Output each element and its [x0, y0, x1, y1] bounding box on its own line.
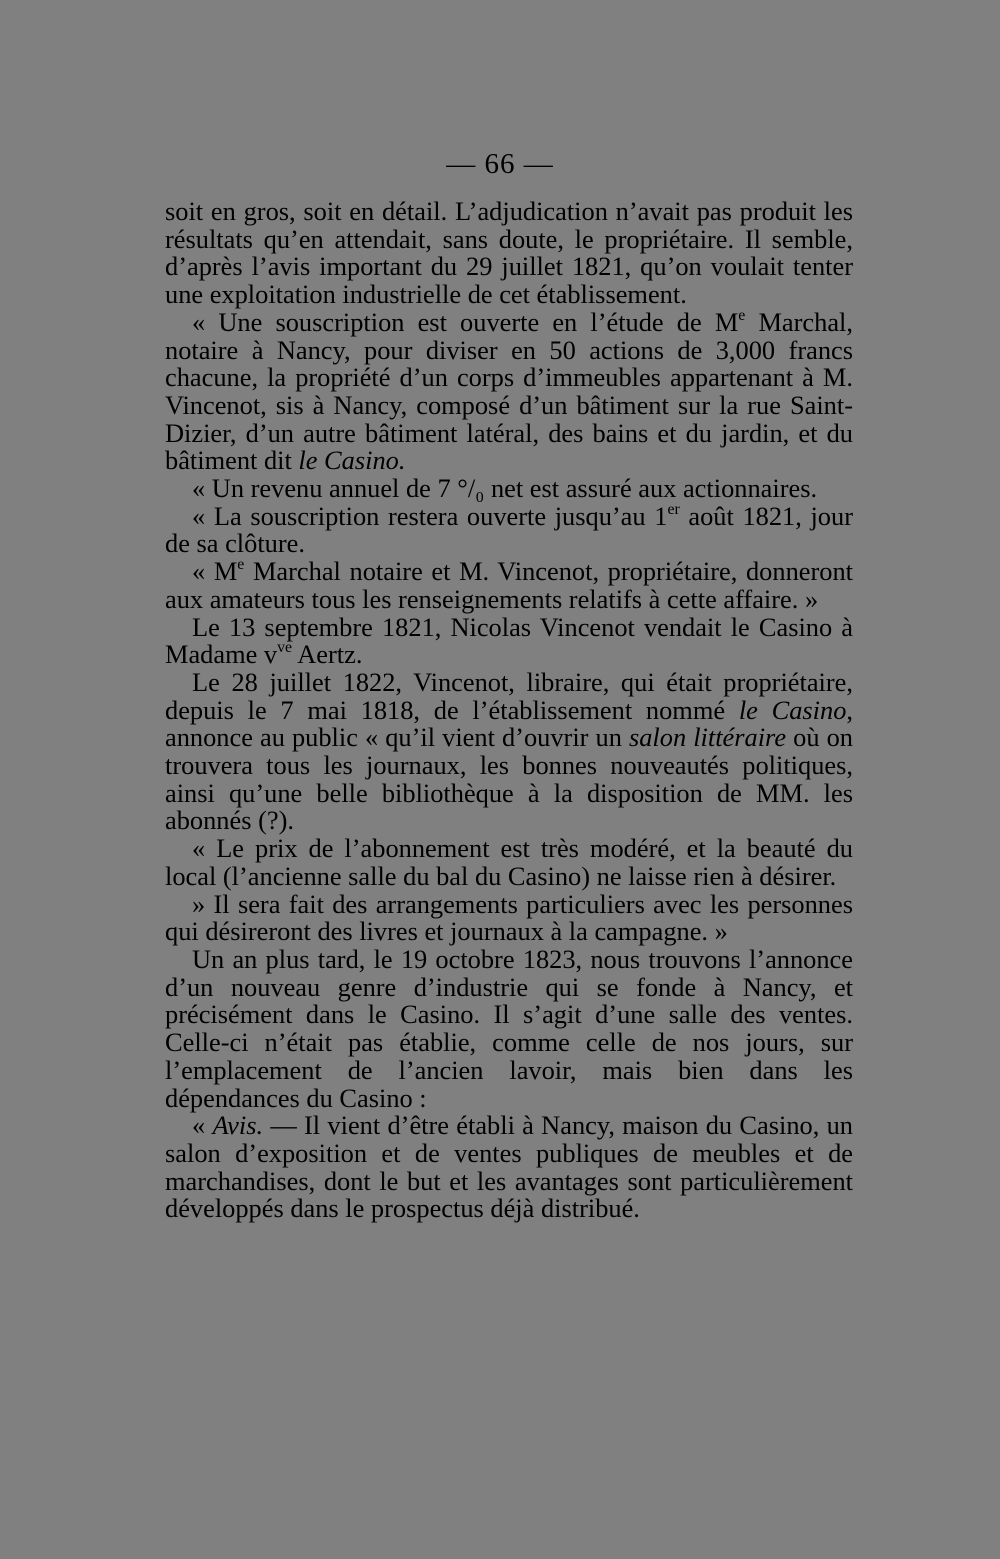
text-run: soit en gros, soit en détail. L’adjudication n’avait pas produit les résultats qu’en attendait, sans doute, le propriétaire. Il semble, d’après l’avis important du 29 juillet 1821, qu’on voulait tenter une exploitation industrielle de cet établissement. [165, 196, 853, 310]
paragraph [165, 198, 853, 309]
text-run: « La souscription restera ouverte jusqu’au 1 [192, 500, 668, 531]
text-run: « Le prix de l’abonnement est très modéré, et la beauté du local (l’ancienne salle du bal du Casino) ne laisse rien à désirer. [165, 833, 853, 891]
italic-text: le Casino. [298, 445, 406, 476]
text-run: « M [192, 556, 238, 587]
paragraph [165, 558, 853, 613]
paragraph [165, 500, 853, 559]
paragraph [165, 835, 853, 890]
text-run: Marchal, notaire à Nancy, pour diviser en 50 actions de 3,000 francs chacune, la propriété d’un corps d’immeubles appartenant à M. Vincenot, sis à Nancy, composé d’un bâtiment sur la rue Saint-Dizier, d’un autre bâtiment latéral, des bains et du jardin, et du bâtiment dit [165, 306, 853, 476]
superscript: er [667, 500, 680, 518]
superscript: ve [277, 639, 293, 657]
paragraph [165, 666, 853, 836]
text-run: Le 13 septembre 1821, Nicolas Vincenot vendait le Casino à Madame v [165, 611, 853, 670]
body-text [165, 198, 853, 1223]
paragraph [165, 306, 853, 476]
text-run: août 1821, jour de sa clôture. [165, 500, 853, 559]
superscript: e [738, 306, 746, 324]
paragraph [165, 888, 853, 947]
italic-text: le Casino [738, 694, 847, 725]
paragraph [165, 611, 853, 670]
text-run: « Un revenu annuel de 7 °/₀ net est assuré aux actionnaires. [192, 473, 818, 504]
text-run: — Il vient d’être établi à Nancy, maison du Casino, un salon d’exposition et de ventes publiques de meubles et de marchandises, dont le but et les avantages sont particulièrement développés dans le prospectus déjà distribué. [165, 1110, 853, 1224]
paragraph [165, 475, 853, 503]
text-run: où on trouvera tous les journaux, les bonnes nouveautés politiques, ainsi qu’une belle bibliothèque à la disposition de MM. les abonnés (?). [165, 722, 853, 836]
text-run: Aertz. [292, 639, 363, 670]
page-number: — 66 — [446, 148, 554, 180]
text-run: Le 28 juillet 1822, Vincenot, libraire, qui était propriétaire, depuis le 7 mai 1818, de l’établissement nommé [165, 666, 853, 725]
paragraph [165, 943, 853, 1113]
superscript: e [237, 556, 245, 574]
italic-text: salon littéraire [628, 722, 787, 753]
italic-text: Avis. [212, 1110, 264, 1141]
text-run: Un an plus tard, le 19 octobre 1823, nous trouvons l’annonce d’un nouveau genre d’industrie qui se fonde à Nancy, et précisément dans le Casino. Il s’agit d’une salle des ventes. Celle-ci n’était pas établie, comme celle de nos jours, sur l’emplacement de l’ancien lavoir, mais bien dans les dépendances du Casino : [165, 943, 853, 1113]
text-run: Marchal notaire et M. Vincenot, propriétaire, donneront aux amateurs tous les renseignements relatifs à cette affaire. » [165, 556, 853, 614]
text-run: « Une souscription est ouverte en l’étude de M [192, 306, 739, 337]
text-run: » Il sera fait des arrangements particuliers avec les personnes qui désireront des livres et journaux à la campagne. » [165, 888, 853, 947]
paragraph [165, 1112, 853, 1223]
text-run: , annonce au public « qu’il vient d’ouvrir un [165, 694, 853, 753]
text-run: « [192, 1110, 213, 1141]
